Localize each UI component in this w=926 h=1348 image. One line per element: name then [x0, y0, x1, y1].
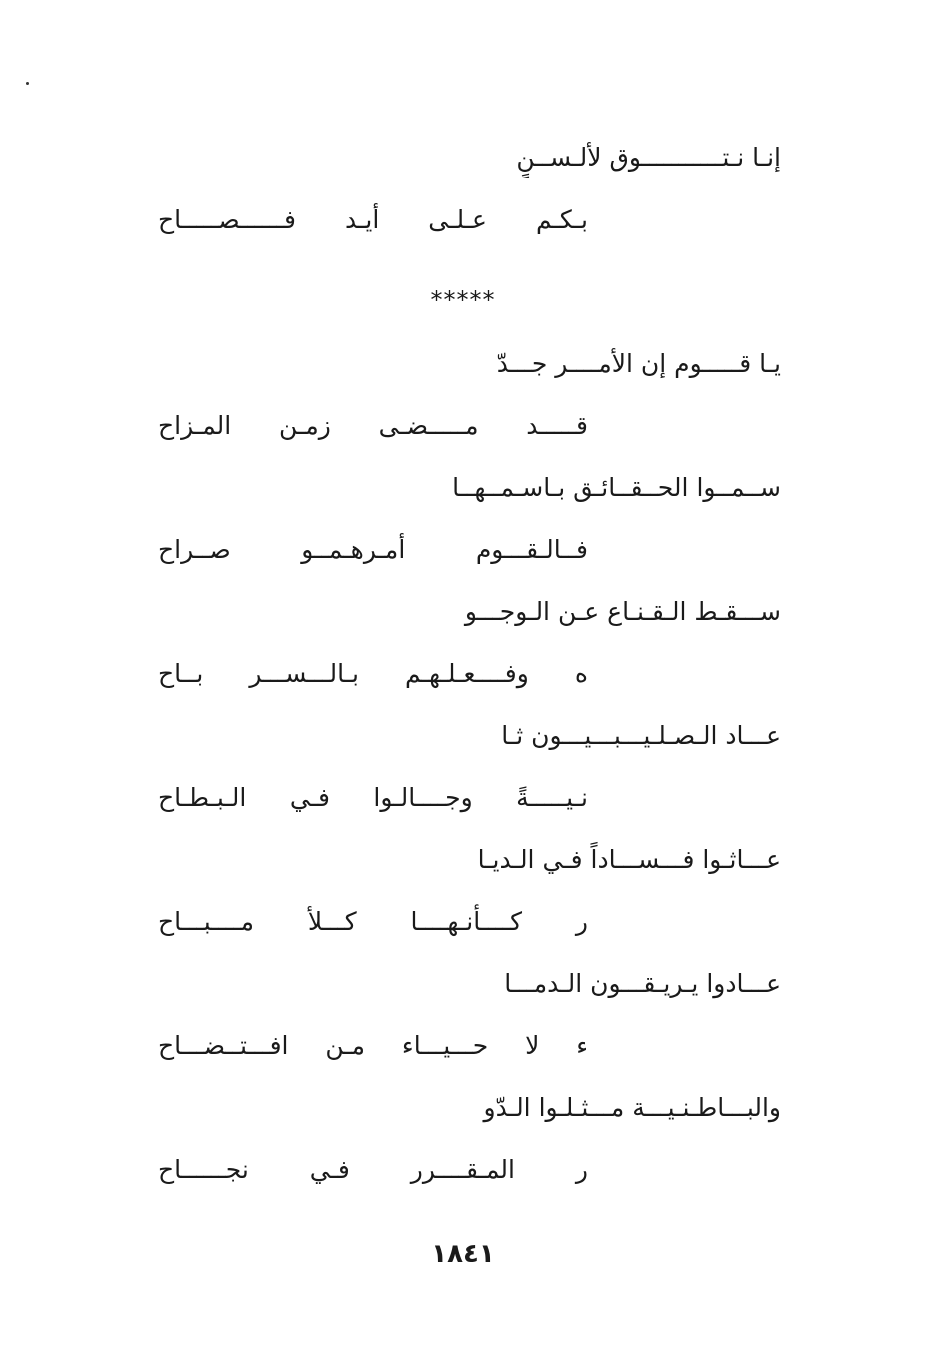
page-speck	[26, 82, 29, 85]
verse-line-9: عـــاد الـصـلـيـــبـــيـــون ثـا	[501, 721, 781, 750]
verse-line-4: قـــــد مـــــضـى زمـن المـزاح	[158, 411, 588, 440]
verse-line-10: نـيـــــةً وجــــالـوا فـي الـبـطـاح	[158, 783, 588, 812]
verse-line-11: عـــاثـوا فـــســـاداً فـي الـديـا	[477, 845, 781, 874]
verse-line-7: ســـقـط الـقـنـاع عـن الـوجـــو	[464, 597, 781, 626]
verse-line-1: إنـا نـتـــــــــــوق لألـســنٍ	[516, 143, 781, 172]
page-number: ١٨٤١	[431, 1239, 495, 1269]
stanza-separator: *****	[430, 286, 496, 314]
verse-line-5: ســمــوا الحــقــائـق بـاسـمــهــا	[452, 473, 781, 502]
verse-line-13: عـــادوا يـريـقـــون الـدمـــا	[504, 969, 781, 998]
verse-line-3: يـا قـــــوم إن الأمــــر جـــدّ	[496, 349, 781, 378]
verse-line-8: ه وفــــعـلـهـم بـالـــســـر بــاح	[158, 659, 588, 688]
verse-line-6: فــالـقـــوم أمـرهـمــو صــراح	[158, 535, 588, 564]
verse-line-12: ر كــــأنـهــــا كـــلأ مــــبـــاح	[158, 907, 588, 936]
verse-line-15: والبـــاطـنـيـــة مـــثـلـوا الـدّو	[483, 1093, 781, 1122]
verse-line-16: ر المـقــــرر فـي نجــــــاح	[158, 1155, 588, 1184]
verse-line-2: بـكـم عـلـى أيـد فــــــصـــــاح	[158, 205, 588, 234]
verse-line-14: ء لا حـــيـــاء مـن افـــتــضـــاح	[158, 1031, 588, 1060]
